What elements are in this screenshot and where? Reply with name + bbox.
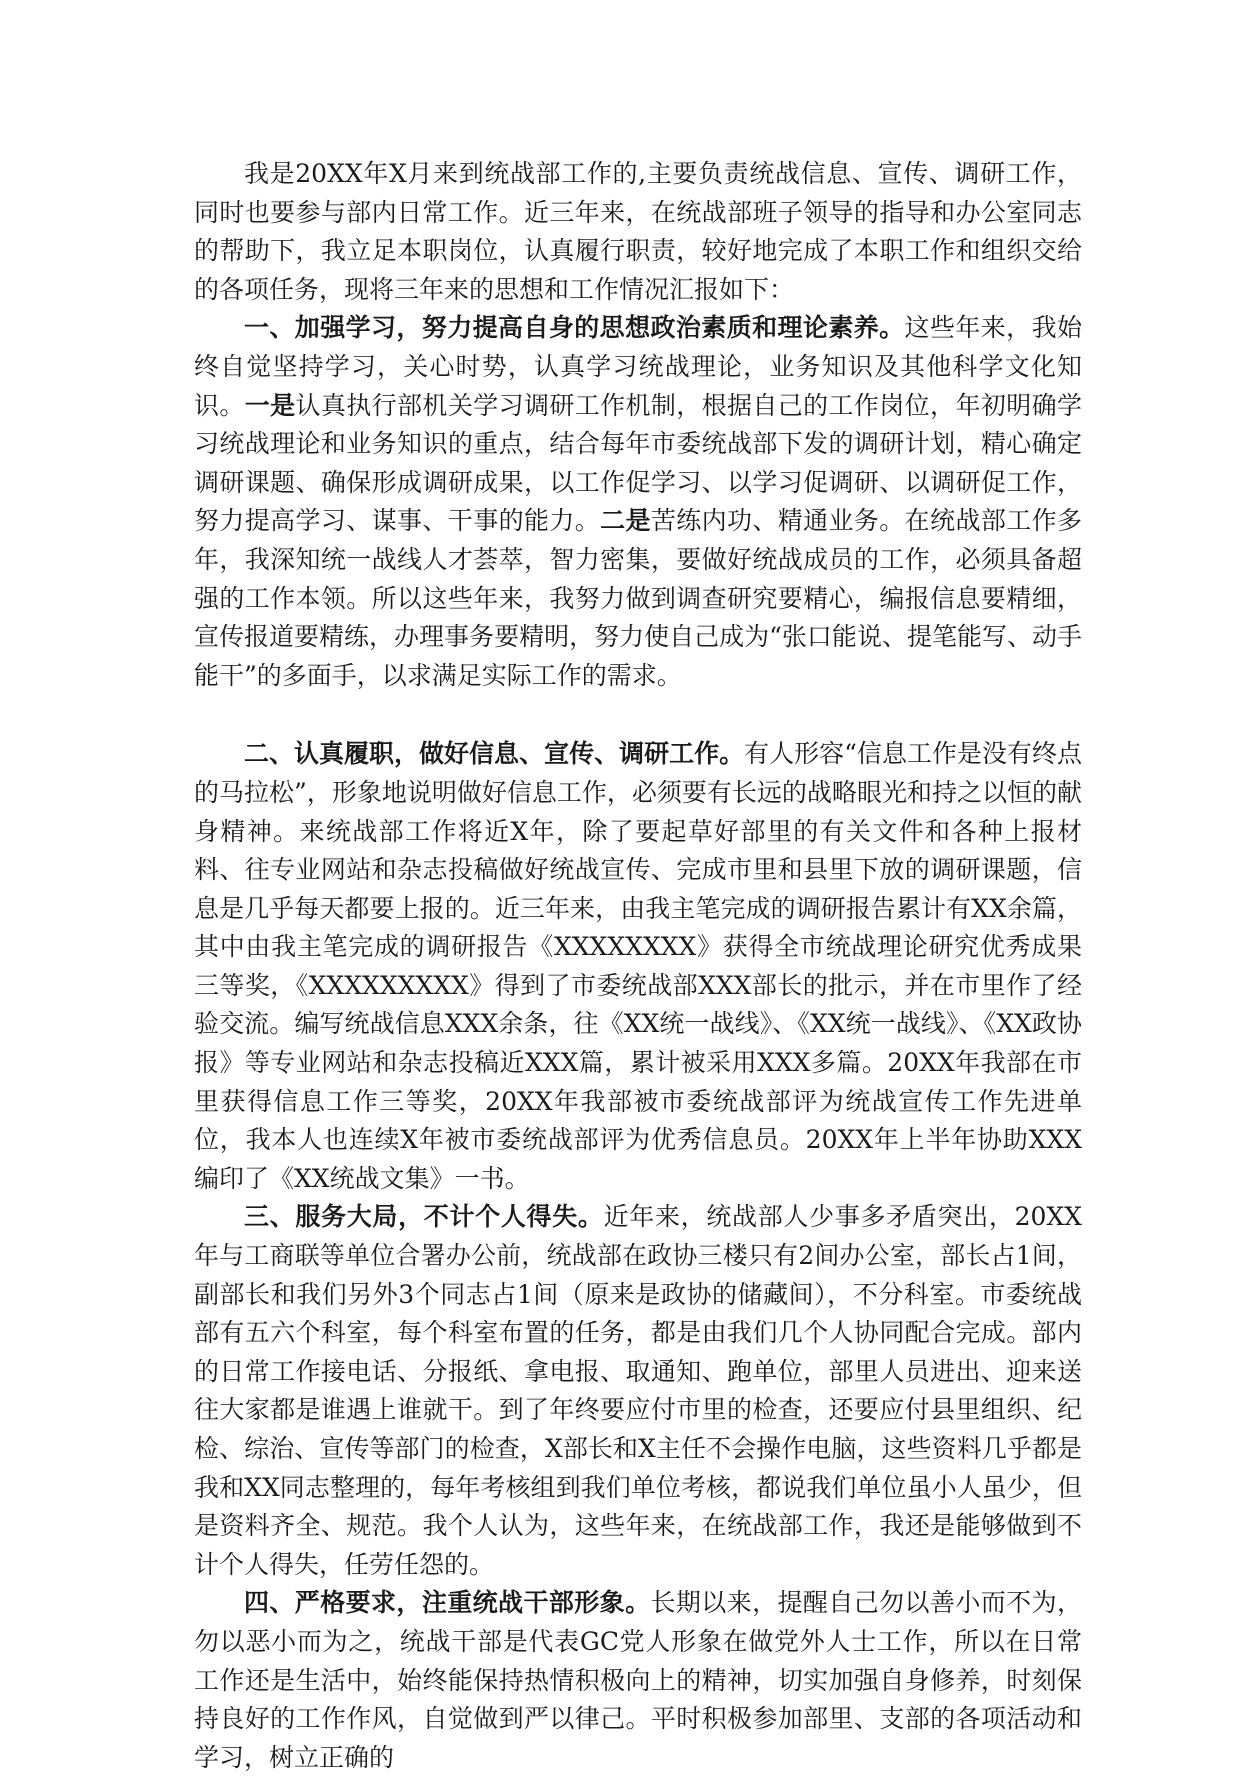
section-1-text-c: 苦练内功、精通业务。在统战部工作多年，我深知统一战线人才荟萃，智力密集，要做好统战成员的工作，必须具备超强的工作本领。所以这些年来，我努力做到调查研究要精心，编报信息要精细，宣传报道要精练，办理事务要精明，努力使自己成为“张口能说、提笔能写、动手能干”的多面手，以求满足实际工作的需求。 (194, 506, 1082, 690)
section-3-heading: 三、服务大局，不计个人得失。 (244, 1202, 604, 1232)
section-1-text-a: 这些年来，我始终自觉坚持学习，关心时势，认真学习统战理论，业务知识及其他科学文化知识。 (194, 313, 1082, 420)
section-1-text-b: 认真执行部机关学习调研工作机制，根据自己的工作岗位，年初明确学习统战理论和业务知识的重点，结合每年市委统战部下发的调研计划，精心确定调研课题、确保形成调研成果，以工作促学习、以学习促调研、以调研促工作，努力提高学习、谋事、干事的能力。 (194, 390, 1082, 536)
intro-paragraph (194, 155, 1082, 309)
section-4-paragraph (194, 1584, 1082, 1777)
section-1-lead-1: 一是 (244, 390, 296, 420)
section-1-heading: 一、加强学习，努力提高自身的思想政治素质和理论素养。 (244, 313, 905, 343)
document-page (194, 155, 1082, 1777)
intro-text: 我是20XX年X月来到统战部工作的,主要负责统战信息、宣传、调研工作，同时也要参与部内日常工作。近三年来，在统战部班子领导的指导和办公室同志的帮助下，我立足本职岗位，认真履行职责，较好地完成了本职工作和组织交给的各项任务，现将三年来的思想和工作情况汇报如下： (194, 159, 1082, 304)
section-2-paragraph (194, 735, 1082, 1198)
section-4-heading: 四、严格要求，注重统战干部形象。 (244, 1588, 651, 1618)
section-2-text: 有人形容“信息工作是没有终点的马拉松”，形象地说明做好信息工作，必须要有长远的战略眼光和持之以恒的献身精神。来统战部工作将近X年，除了要起草好部里的有关文件和各种上报材料、往专业网站和杂志投稿做好统战宣传、完成市里和县里下放的调研课题，信息是几乎每天都要上报的。近三年来，由我主笔完成的调研报告累计有XX余篇，其中由我主笔完成的调研报告《XXXXXXXX》获得全市统战理论研究优秀成果三等奖，《XXXXXXXXX》得到了市委统战部XXX部长的批示，并在市里作了经验交流。编写统战信息XXX余条，往《XX统一战线》、《XX统一战线》、《XX政协报》等专业网站和杂志投稿近XXX篇，累计被采用XXX多篇。20XX年我部在市里获得信息工作三等奖，20XX年我部被市委统战部评为统战宣传工作先进单位，我本人也连续X年被市委统战部评为优秀信息员。20XX年上半年协助XXX编印了《XX统战文集》一书。 (194, 739, 1082, 1193)
section-1-lead-2: 二是 (600, 506, 651, 536)
section-3-paragraph (194, 1198, 1082, 1584)
section-4-text: 长期以来，提醒自己勿以善小而不为，勿以恶小而为之，统战干部是代表GC党人形象在做党外人士工作，所以在日常工作还是生活中，始终能保持热情积极向上的精神，切实加强自身修养，时刻保持良好的工作作风，自觉做到严以律己。平时积极参加部里、支部的各项活动和学习，树立正确的 (194, 1588, 1082, 1772)
section-1-paragraph (194, 309, 1082, 695)
section-2-heading: 二、认真履职，做好信息、宣传、调研工作。 (244, 739, 745, 769)
section-3-text: 近年来，统战部人少事多矛盾突出，20XX年与工商联等单位合署办公前，统战部在政协三楼只有2间办公室，部长占1间，副部长和我们另外3个同志占1间（原来是政协的储藏间），不分科室。市委统战部有五六个科室，每个科室布置的任务，都是由我们几个人协同配合完成。部内的日常工作接电话、分报纸、拿电报、取通知、跑单位，部里人员进出、迎来送往大家都是谁遇上谁就干。到了年终要应付市里的检查，还要应付县里组织、纪检、综治、宣传等部门的检查，X部长和X主任不会操作电脑，这些资料几乎都是我和XX同志整理的，每年考核组到我们单位考核，都说我们单位虽小人虽少，但是资料齐全、规范。我个人认为，这些年来，在统战部工作，我还是能够做到不计个人得失，任劳任怨的。 (194, 1202, 1082, 1579)
